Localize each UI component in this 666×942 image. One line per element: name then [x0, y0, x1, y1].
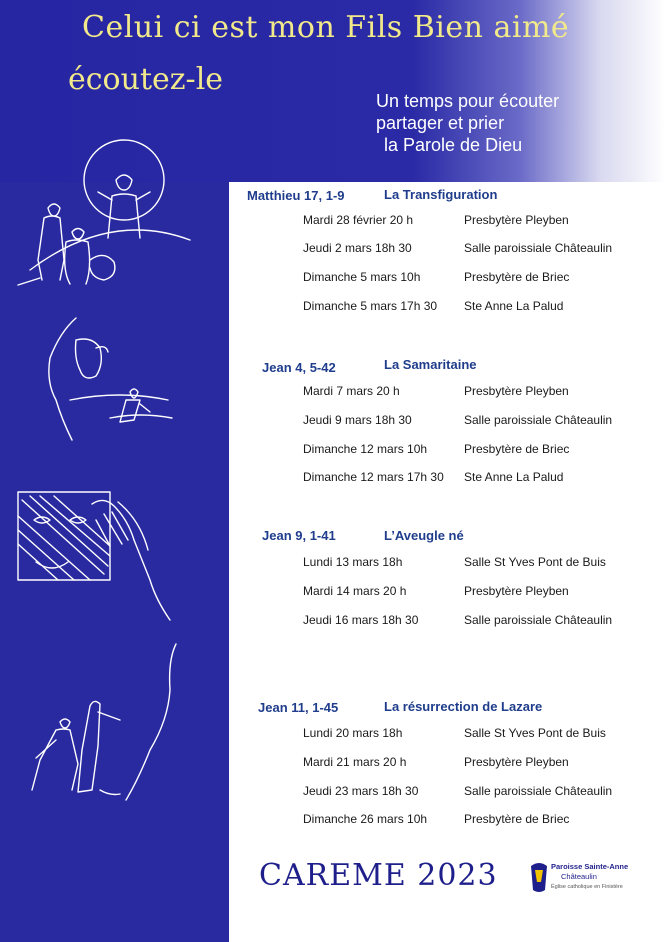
event-date: Dimanche 12 mars 10h: [303, 442, 428, 456]
logo-text: Paroisse Sainte-Anne: [551, 862, 629, 871]
section-title: La Transfiguration: [384, 187, 498, 202]
event-date: Lundi 20 mars 18h: [303, 726, 403, 740]
event-date: Jeudi 16 mars 18h 30: [303, 613, 419, 627]
logo-text: Châteaulin: [561, 872, 597, 881]
event-place: Salle paroissiale Châteaulin: [464, 784, 613, 798]
event-place: Presbytère Pleyben: [464, 584, 569, 598]
transfiguration-drawing: [18, 140, 190, 285]
gospel-reference: Jean 9, 1-41: [262, 528, 336, 543]
subtitle: [376, 90, 626, 156]
gospel-reference: Matthieu 17, 1-9: [247, 188, 345, 203]
schedule-row: [303, 413, 663, 433]
event-place: Ste Anne La Palud: [464, 299, 564, 313]
event-place: Presbytère Pleyben: [464, 755, 569, 769]
subtitle-line: partager et prier: [376, 113, 505, 133]
event-date: Jeudi 23 mars 18h 30: [303, 784, 419, 798]
schedule-row: [303, 241, 663, 261]
section-title: La résurrection de Lazare: [384, 699, 543, 714]
event-place: Presbytère de Briec: [464, 270, 570, 284]
event-place: Ste Anne La Palud: [464, 470, 564, 484]
event-date: Jeudi 2 mars 18h 30: [303, 241, 412, 255]
event-date: Dimanche 5 mars 10h: [303, 270, 421, 284]
samaritan-drawing: [49, 318, 172, 440]
gospel-reference: Jean 4, 5-42: [262, 360, 336, 375]
event-date: Dimanche 5 mars 17h 30: [303, 299, 438, 313]
subtitle-line: Un temps pour écouter: [376, 91, 560, 111]
gospel-reference: Jean 11, 1-45: [258, 700, 339, 715]
main-title-line2: écoutez-le: [68, 62, 224, 97]
event-place: Presbytère Pleyben: [464, 384, 569, 398]
event-date: Mardi 14 mars 20 h: [303, 584, 407, 598]
event-place: Salle paroissiale Châteaulin: [464, 241, 613, 255]
section-title: L’Aveugle né: [384, 528, 464, 543]
schedule-row: [303, 584, 663, 604]
section-title: La Samaritaine: [384, 357, 477, 372]
schedule-row: [303, 555, 663, 575]
event-date: Jeudi 9 mars 18h 30: [303, 413, 412, 427]
event-date: Mardi 21 mars 20 h: [303, 755, 407, 769]
footer-title: CAREME 2023: [259, 858, 498, 893]
schedule-row: [303, 812, 663, 832]
main-title: Celui ci est mon Fils Bien aimé: [82, 10, 570, 45]
event-place: Salle paroissiale Châteaulin: [464, 613, 613, 627]
event-date: Mardi 7 mars 20 h: [303, 384, 400, 398]
schedule-row: [303, 442, 663, 462]
blind-man-drawing: [18, 492, 170, 620]
subtitle-line: la Parole de Dieu: [384, 135, 523, 155]
schedule-row: [303, 613, 663, 633]
event-date: Lundi 13 mars 18h: [303, 555, 403, 569]
schedule-row: [303, 299, 663, 319]
schedule-row: [303, 213, 663, 233]
schedule-row: [303, 726, 663, 746]
event-place: Presbytère de Briec: [464, 812, 570, 826]
schedule-row: [303, 755, 663, 775]
schedule-row: [303, 784, 663, 804]
parish-logo: [529, 858, 639, 902]
event-date: Mardi 28 février 20 h: [303, 213, 414, 227]
parish-logo-icon: [529, 860, 549, 894]
schedule-row: [303, 470, 663, 490]
event-place: Presbytère Pleyben: [464, 213, 569, 227]
lazarus-drawing: [32, 644, 176, 800]
schedule-row: [303, 270, 663, 290]
event-place: Presbytère de Briec: [464, 442, 570, 456]
event-place: Salle St Yves Pont de Buis: [464, 555, 606, 569]
event-place: Salle St Yves Pont de Buis: [464, 726, 606, 740]
event-place: Salle paroissiale Châteaulin: [464, 413, 613, 427]
event-date: Dimanche 12 mars 17h 30: [303, 470, 444, 484]
schedule-row: [303, 384, 663, 404]
schedule-panel: [229, 182, 666, 942]
event-date: Dimanche 26 mars 10h: [303, 812, 428, 826]
logo-text: Église catholique en Finistère: [551, 884, 623, 890]
illustrations: [0, 100, 229, 942]
